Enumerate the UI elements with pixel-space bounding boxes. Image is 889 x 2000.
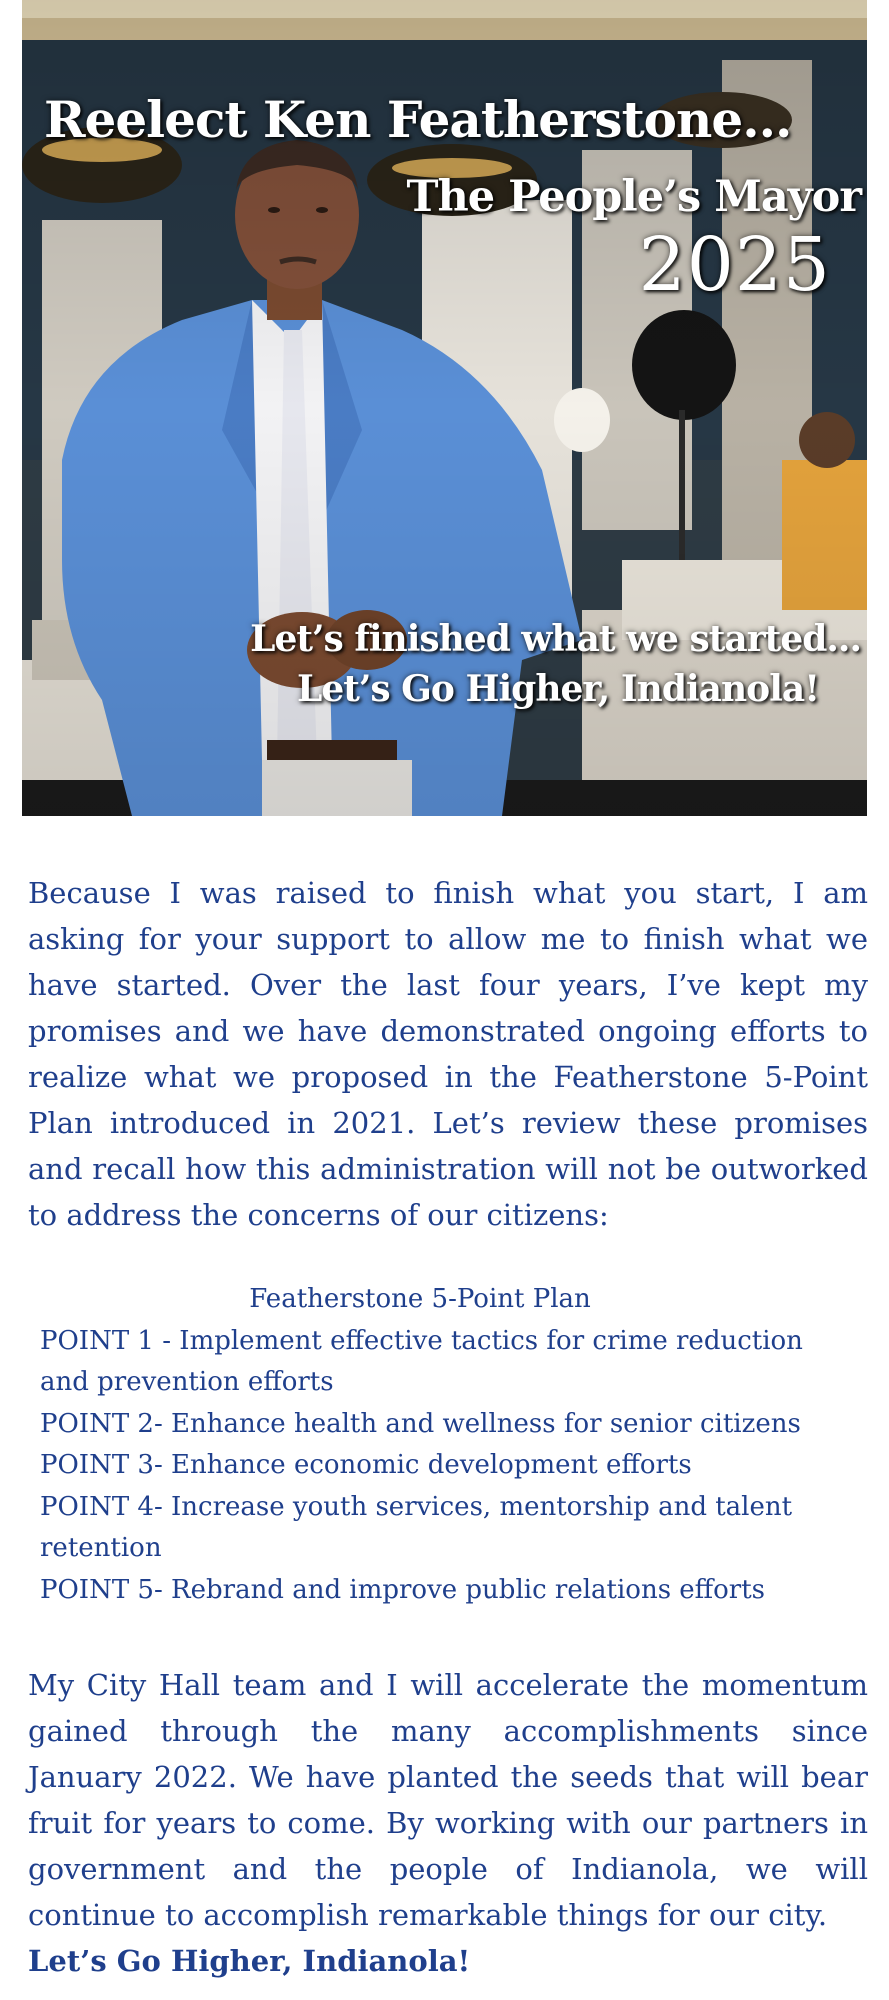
plan-title: Featherstone 5-Point Plan bbox=[249, 1284, 591, 1314]
plan-point-5: POINT 5- Rebrand and improve public relations efforts bbox=[40, 1574, 766, 1605]
closing-text: My City Hall team and I will accelerate the momentum gained through the many accomplishments since January 2022. We have planted the seeds that will bear fruit for years to come. By working with our partners in government and the people of Indianola, we will continue to accomplish remarkable things for our city. bbox=[28, 1668, 868, 1932]
intro-paragraph: Because I was raised to finish what you start, I am asking for your support to allow me to finish what we have started. Over the last four years, I’ve kept my promises and we have demonstrated ongoing efforts to realize what we proposed in the Featherstone 5-Point Plan introduced in 2021. Let’s review these promises and recall how this administration will not be outworked to address the concerns of our citizens: bbox=[28, 876, 868, 1232]
plan-list bbox=[40, 1321, 860, 1612]
plan-point-4: POINT 4- Increase youth services, mentorship and talent retention bbox=[40, 1491, 793, 1563]
plan-point-2: POINT 2- Enhance health and wellness for senior citizens bbox=[40, 1408, 801, 1439]
hero-headline: Reelect Ken Featherstone... bbox=[44, 90, 792, 149]
hero-tagline-2: Let’s Go Higher, Indianola! bbox=[297, 668, 819, 710]
plan-point-3: POINT 3- Enhance economic development efforts bbox=[40, 1450, 692, 1480]
hero-tagline-1: Let’s finished what we started... bbox=[250, 618, 861, 660]
closing-paragraph bbox=[28, 1662, 868, 1984]
hero-year: 2025 bbox=[638, 222, 831, 308]
five-point-plan bbox=[40, 1279, 860, 1611]
campaign-hero-image bbox=[22, 0, 867, 816]
plan-point-1: POINT 1 - Implement effective tactics for crime reduction and prevention efforts bbox=[40, 1325, 803, 1397]
closing-slogan: Let’s Go Higher, Indianola! bbox=[28, 1944, 471, 1978]
hero-subheadline: The People’s Mayor bbox=[406, 172, 861, 222]
